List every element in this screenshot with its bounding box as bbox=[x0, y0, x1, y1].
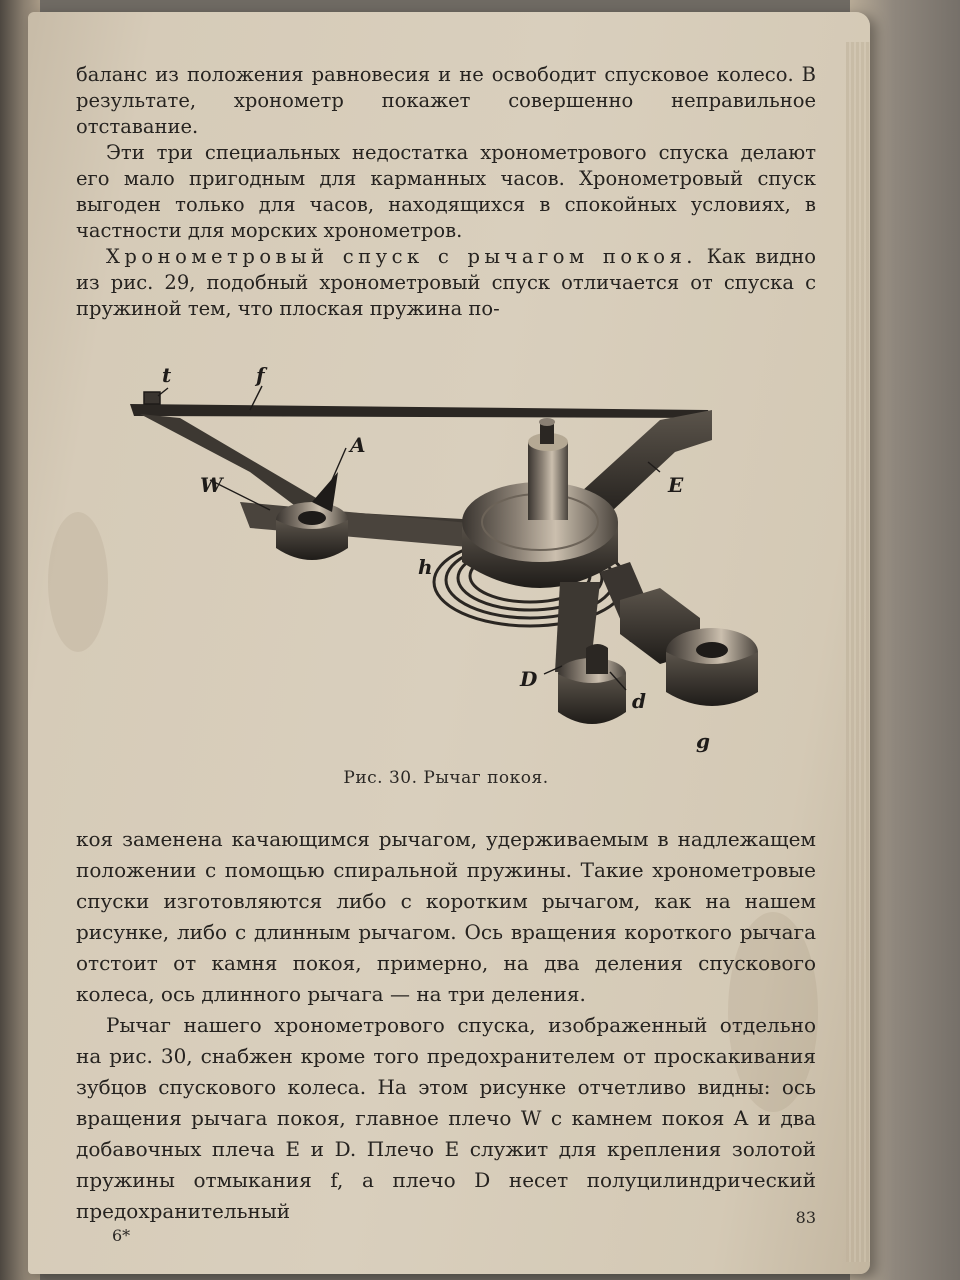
signature-mark: 6* bbox=[112, 1226, 131, 1245]
paper-stain bbox=[48, 512, 108, 652]
paragraph-continuation: баланс из положения равновесия и не освободит спусковое колесо. В результате, хронометр покажет совершенно неправильное отставание. bbox=[76, 63, 816, 138]
page-number: 83 bbox=[795, 1208, 816, 1227]
label-f: f bbox=[256, 363, 265, 387]
page-edge bbox=[846, 42, 870, 1262]
label-e: E bbox=[668, 473, 684, 497]
label-d-lower: d bbox=[632, 689, 646, 713]
paragraph-lever-description: Рычаг нашего хронометрового спуска, изображенный отдельно на рис. 30, снабжен кроме того предохранителем от проскакивания зубцов спускового колеса. На этом рисунке отчетливо видны: ось вращения рычага покоя, главное плечо W с камнем покоя A и два добавочных плеча E и D. Плечо E служит для крепления золотой пружины отмыкания f, а плечо D несет полуцилиндрический предохранительный bbox=[76, 1013, 816, 1223]
figure-30 bbox=[100, 352, 780, 772]
section-heading: Хронометровый спуск с рычагом покоя. bbox=[106, 245, 697, 268]
section-text: Как видно из рис. 29, подобный хронометровый спуск отличается от спуска с пружиной тем, что плоская пружина по- bbox=[76, 245, 816, 320]
paragraph-lever-types: коя заменена качающимся рычагом, удерживаемым в надлежащем положении с помощью спиральной пружины. Такие хронометровые спуски изготовляются либо с коротким рычагом, как на нашем рисунке, либо с длинным рычагом. Ось вращения короткого рычага отстоит от камня покоя, примерно, на два деления спускового колеса, ось длинного рычага — на три деления. bbox=[76, 827, 816, 1006]
detent-lever-illustration bbox=[100, 352, 780, 772]
paragraph-drawbacks: Эти три специальных недостатка хронометрового спуска делают его мало пригодным для карманных часов. Хронометровый спуск выгоден только для часов, находящихся в спокойных условиях, в частности для морских хронометров. bbox=[76, 141, 816, 242]
spring-tip-t bbox=[144, 392, 160, 404]
label-a: A bbox=[350, 433, 366, 457]
label-h: h bbox=[418, 555, 433, 579]
label-t: t bbox=[162, 363, 172, 387]
safety-d bbox=[586, 644, 608, 674]
label-d-upper: D bbox=[520, 667, 538, 691]
section-paragraph bbox=[76, 244, 816, 322]
bottom-text-block bbox=[76, 824, 816, 1227]
page-footer bbox=[76, 1208, 816, 1245]
label-w: W bbox=[200, 473, 223, 497]
label-g: g bbox=[696, 729, 710, 753]
top-text-block bbox=[76, 62, 816, 322]
gold-spring-f bbox=[130, 404, 712, 418]
book-page bbox=[28, 12, 870, 1274]
pivot-post bbox=[528, 442, 568, 520]
figure-caption: Рис. 30. Рычаг покоя. bbox=[343, 768, 549, 788]
